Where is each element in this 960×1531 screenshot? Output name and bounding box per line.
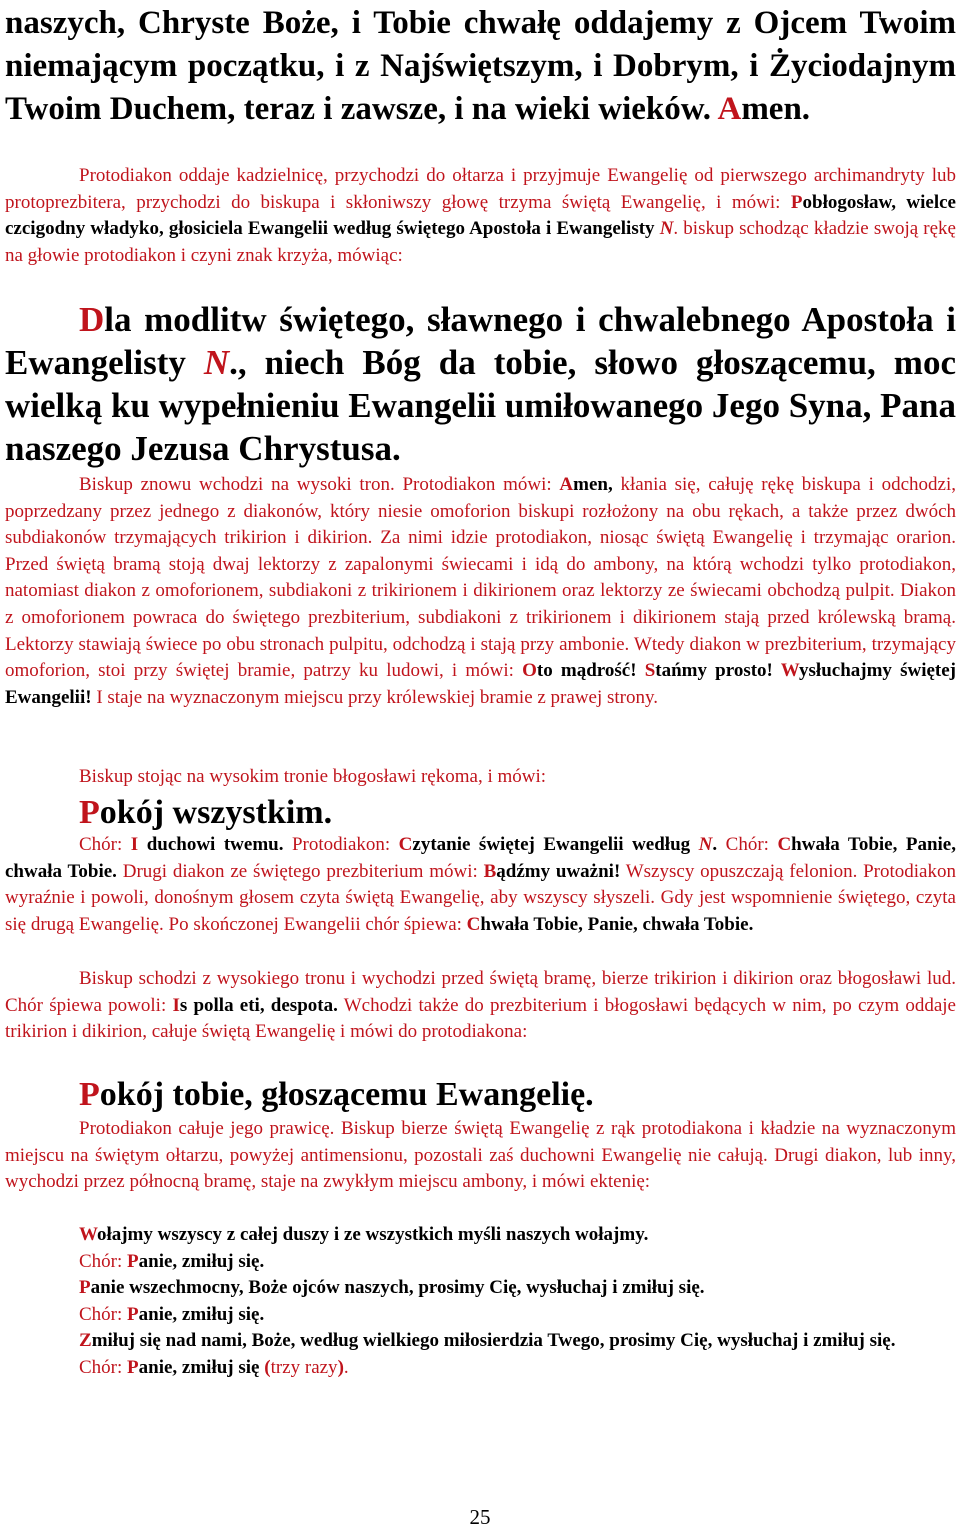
choir-response: Chór: Panie, zmiłuj się (trzy razy). — [79, 1356, 349, 1378]
choir-response: Chór: Panie, zmiłuj się. — [79, 1303, 265, 1325]
amen-initial: A — [717, 91, 742, 127]
rubric-bishop-blesses: Biskup stojąc na wysokim tronie błogosławi rękoma, i mówi: — [79, 766, 547, 787]
choir-response: Chór: Panie, zmiłuj się. — [79, 1250, 265, 1272]
intro-prayer-text: naszych, Chryste Boże, i Tobie chwałę oddajemy z Ojcem Twoim niemającym początku, i z Najświętszym, i Dobrym, i Życiodajnym Twoim Duchem, teraz i zawsze, i na wieki wieków. Amen. — [5, 5, 956, 127]
rubric-after-gospel: Protodiakon całuje jego prawicę. Biskup bierze świętą Ewangelię z rąk protodiakona i kładzie na wyznaczonym miejscu na świętym ołtarzu, powyżej antimensionu, pozostali zaś duchowni Ewangelię nie całują. Drugi diakon, lub inny, wychodzi przez północną bramę, staje na zwykłym miejscu ambony, i mówi ektenię: — [5, 1118, 956, 1193]
peace-to-deacon-exclamation: Pokój tobie, głoszącemu Ewangelię. — [79, 1076, 594, 1113]
bishop-blessing-prayer: Dla modlitw świętego, sławnego i chwalebnego Apostoła i Ewangelisty N., niech Bóg da tobie, słowo głoszącemu, moc wielką ku wypełnieniu Ewangelii umiłowanego Jego Syna, Pana naszego Jezusa Chrystusa. — [5, 300, 956, 468]
rubric-bishop-descends: Biskup schodzi z wysokiego tronu i wychodzi przed świętą bramę, bierze trikirion i dikirion oraz błogosławi lud. Chór śpiewa powoli: Is polla eti, despota. Wchodzi także do prezbiterium i błogosławi będących w nim, po czym oddaje trikirion i dikirion, całuje świętą Ewangelię i mówi do protodiakona: — [5, 968, 956, 1043]
rubric-gospel-reading: Chór: I duchowi twemu. Protodiakon: Czytanie świętej Ewangelii według N. Chór: Chwała Tobie, Panie, chwała Tobie. Drugi diakon ze świętego prezbiterium mówi: Bądźmy uważni! Wszyscy opuszczają felonion. Protodiakon wyraźnie i powoli, donośnym głosem czyta świętą Ewangelię, aby wszyscy słyszeli. Gdy jest wspomnienie świętego, czyta się drugą Ewangelię. Po skończonej Ewangelii chór śpiewa: Chwała Tobie, Panie, chwała Tobie. — [5, 834, 956, 935]
rubric-procession: Biskup znowu wchodzi na wysoki tron. Protodiakon mówi: Amen, kłania się, całuję rękę biskupa i odchodzi, poprzedzany przez jednego z diakonów, który niesie omoforion biskupi rozłożony na obu rękach, a także przez dwóch subdiakonów trzymających trikirion i dikirion. Za nimi idzie protodiakon, niosąc świętą Ewangelię i trzymając orarion. Przed świętą bramą stoją dwaj lektorzy z zapalonymi świecami i idą do ambony, na którą wchodzi tylko protodiakon, natomiast diakon z omoforionem, subdiakoni z trikirionem i dikirionem oraz lektorzy ze świecami obchodzą pulpit. Diakon z omoforionem powraca do świętego prezbiterium, subdiakoni z trikirionem i dikirionem stają przed królewską bramą. Lektorzy stawiają świece po obu stronach pulpitu, odchodzą i stają przy ambonie. Wtedy diakon w prezbiterium, trzymający omoforion, stoi przy świętej bramie, patrzy ku ludowi, i mówi: Oto mądrość! Stańmy prosto! Wysłuchajmy świętej Ewangelii! I staje na wyznaczonym miejscu przy królewskiej bramie z prawej strony. — [5, 474, 956, 708]
page-number: 25 — [469, 1505, 491, 1529]
litany-petition: Wołajmy wszyscy z całej duszy i ze wszystkich myśli naszych wołajmy. — [79, 1224, 649, 1245]
rubric-blessing-request: Protodiakon oddaje kadzielnicę, przychodzi do ołtarza i przyjmuje Ewangelię od pierwszego archimandryty lub protoprezbitera, przychodzi do biskupa i skłoniwszy głowę trzyma świętą Ewangelię, i mówi: Pobłogosław, wielce czcigodny władyko, głosiciela Ewangelii według świętego Apostoła i Ewangelisty N. biskup schodząc kładzie swoją rękę na głowie protodiakon i czyni znak krzyża, mówiąc: — [5, 165, 956, 266]
litany-petition: Zmiłuj się nad nami, Boże, według wielkiego miłosierdzia Twego, prosimy Cię, wysłuchaj i zmiłuj się. — [79, 1330, 896, 1352]
liturgy-page — [5, 0, 956, 1531]
litany-petition: Panie wszechmocny, Boże ojców naszych, prosimy Cię, wysłuchaj i zmiłuj się. — [79, 1277, 705, 1299]
litany-block — [5, 1222, 956, 1382]
peace-to-all-exclamation: Pokój wszystkim. — [79, 794, 333, 831]
